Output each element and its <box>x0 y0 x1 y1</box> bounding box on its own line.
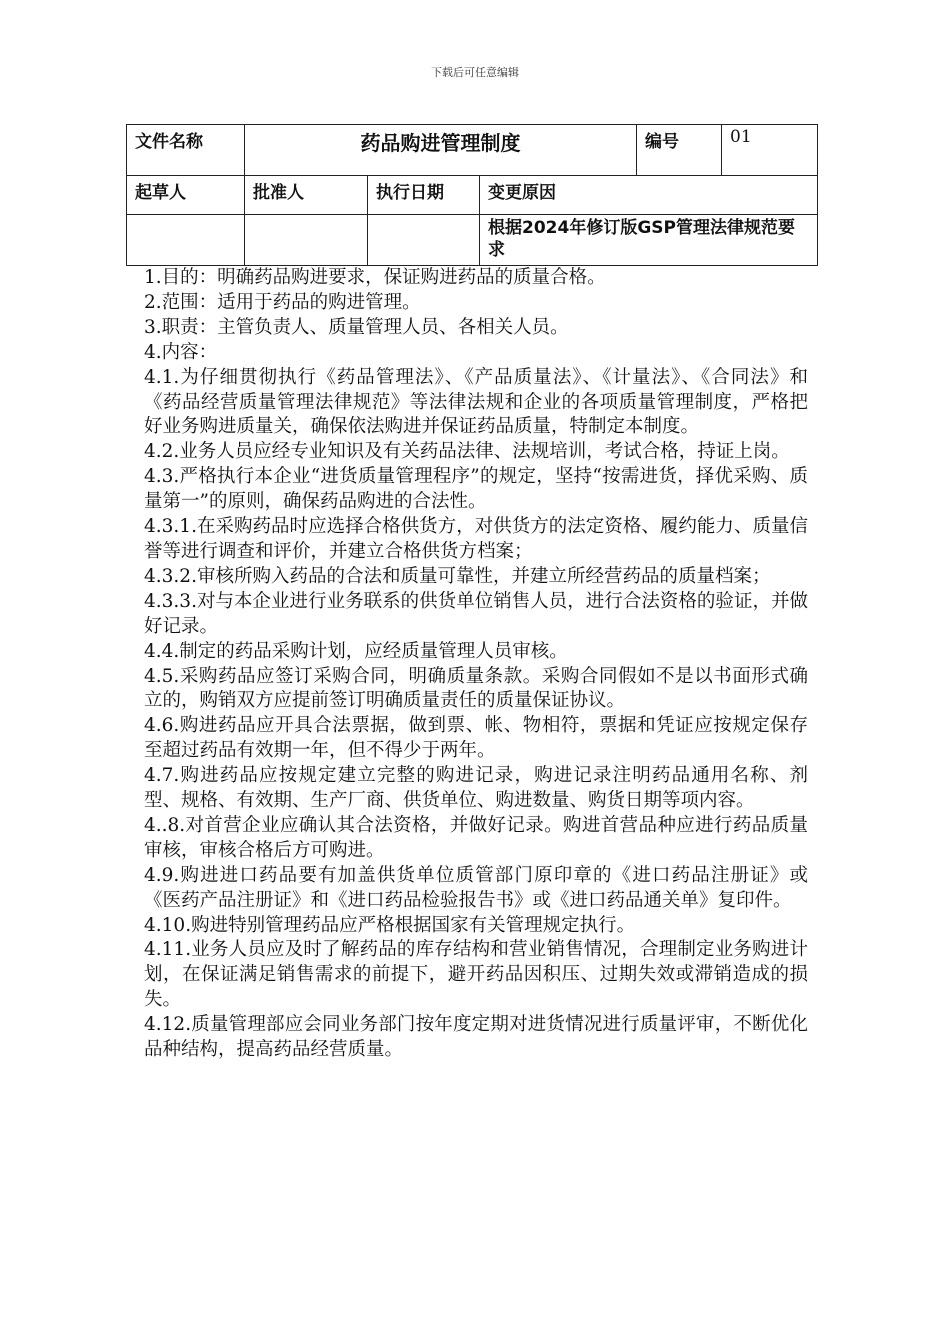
drafter-value <box>127 215 245 266</box>
exec-date-label: 执行日期 <box>368 176 480 215</box>
paragraph: 4.12.质量管理部应会同业务部门按年度定期对进货情况进行质量评审，不断优化品种结构，提高药品经营质量。 <box>144 1014 808 1061</box>
header-note: 下载后可任意编辑 <box>431 66 519 79</box>
paragraph: 4..8.对首营企业应确认其合法资格，并做好记录。购进首营品种应进行药品质量审核，审核合格后方可购进。 <box>144 814 808 861</box>
number-label: 编号 <box>637 125 722 176</box>
paragraph: 4.内容： <box>144 341 218 363</box>
approver-value <box>245 215 368 266</box>
paragraph: 3.职责：主管负责人、质量管理人员、各相关人员。 <box>144 316 569 338</box>
paragraph: 4.10.购进特别管理药品应严格根据国家有关管理规定执行。 <box>144 914 636 936</box>
paragraph: 4.1.为仔细贯彻执行《药品管理法》、《产品质量法》、《计量法》、《合同法》和《药品经营质量管理法律规范》等法律法规和企业的各项质量管理制度，严格把好业务购进质量关，确保依法购进并保证药品质量，特制定本制度。 <box>144 366 808 438</box>
exec-date-value <box>368 215 480 266</box>
number-value: 01 <box>722 125 818 176</box>
document-title: 药品购进管理制度 <box>245 125 637 176</box>
paragraph: 4.6.购进药品应开具合法票据，做到票、帐、物相符，票据和凭证应按规定保存至超过药品有效期一年，但不得少于两年。 <box>144 715 808 762</box>
change-reason-label: 变更原因 <box>480 176 818 215</box>
paragraph: 4.5.采购药品应签订采购合同，明确质量条款。采购合同假如不是以书面形式确立的，购销双方应提前签订明确质量责任的质量保证协议。 <box>144 665 808 712</box>
document-meta-table <box>126 124 818 266</box>
change-reason-value: 根据2024年修订版GSP管理法律规范要求 <box>480 215 818 266</box>
paragraph: 1.目的：明确药品购进要求，保证购进药品的质量合格。 <box>144 267 606 288</box>
approver-label: 批准人 <box>245 176 368 215</box>
paragraph: 4.3.3.对与本企业进行业务联系的供货单位销售人员，进行合法资格的验证，并做好记录。 <box>144 590 808 637</box>
file-name-label: 文件名称 <box>127 125 245 176</box>
paragraph: 4.9.购进进口药品要有加盖供货单位质管部门原印章的《进口药品注册证》或《医药产品注册证》和《进口药品检验报告书》或《进口药品通关单》复印件。 <box>144 864 808 911</box>
paragraph: 4.3.严格执行本企业“进货质量管理程序”的规定，坚持“按需进货，择优采购、质量第一”的原则，确保药品购进的合法性。 <box>144 466 808 513</box>
paragraph: 4.3.2.审核所购入药品的合法和质量可靠性，并建立所经营药品的质量档案； <box>144 565 771 587</box>
paragraph: 2.范围：适用于药品的购进管理。 <box>144 291 421 313</box>
paragraph: 4.4.制定的药品采购计划，应经质量管理人员审核。 <box>144 640 568 662</box>
drafter-label: 起草人 <box>127 176 245 215</box>
paragraph: 4.3.1.在采购药品时应选择合格供货方，对供货方的法定资格、履约能力、质量信誉等进行调查和评价，并建立合格供货方档案； <box>144 516 808 562</box>
document-body <box>144 266 808 1063</box>
paragraph: 4.11.业务人员应及时了解药品的库存结构和营业销售情况，合理制定业务购进计划，在保证满足销售需求的前提下，避开药品因积压、过期失效或滞销造成的损失。 <box>144 939 808 1011</box>
paragraph: 4.7.购进药品应按规定建立完整的购进记录，购进记录注明药品通用名称、剂型、规格、有效期、生产厂商、供货单位、购进数量、购货日期等项内容。 <box>144 765 808 812</box>
paragraph: 4.2.业务人员应经专业知识及有关药品法律、法规培训，考试合格，持证上岗。 <box>144 441 790 463</box>
